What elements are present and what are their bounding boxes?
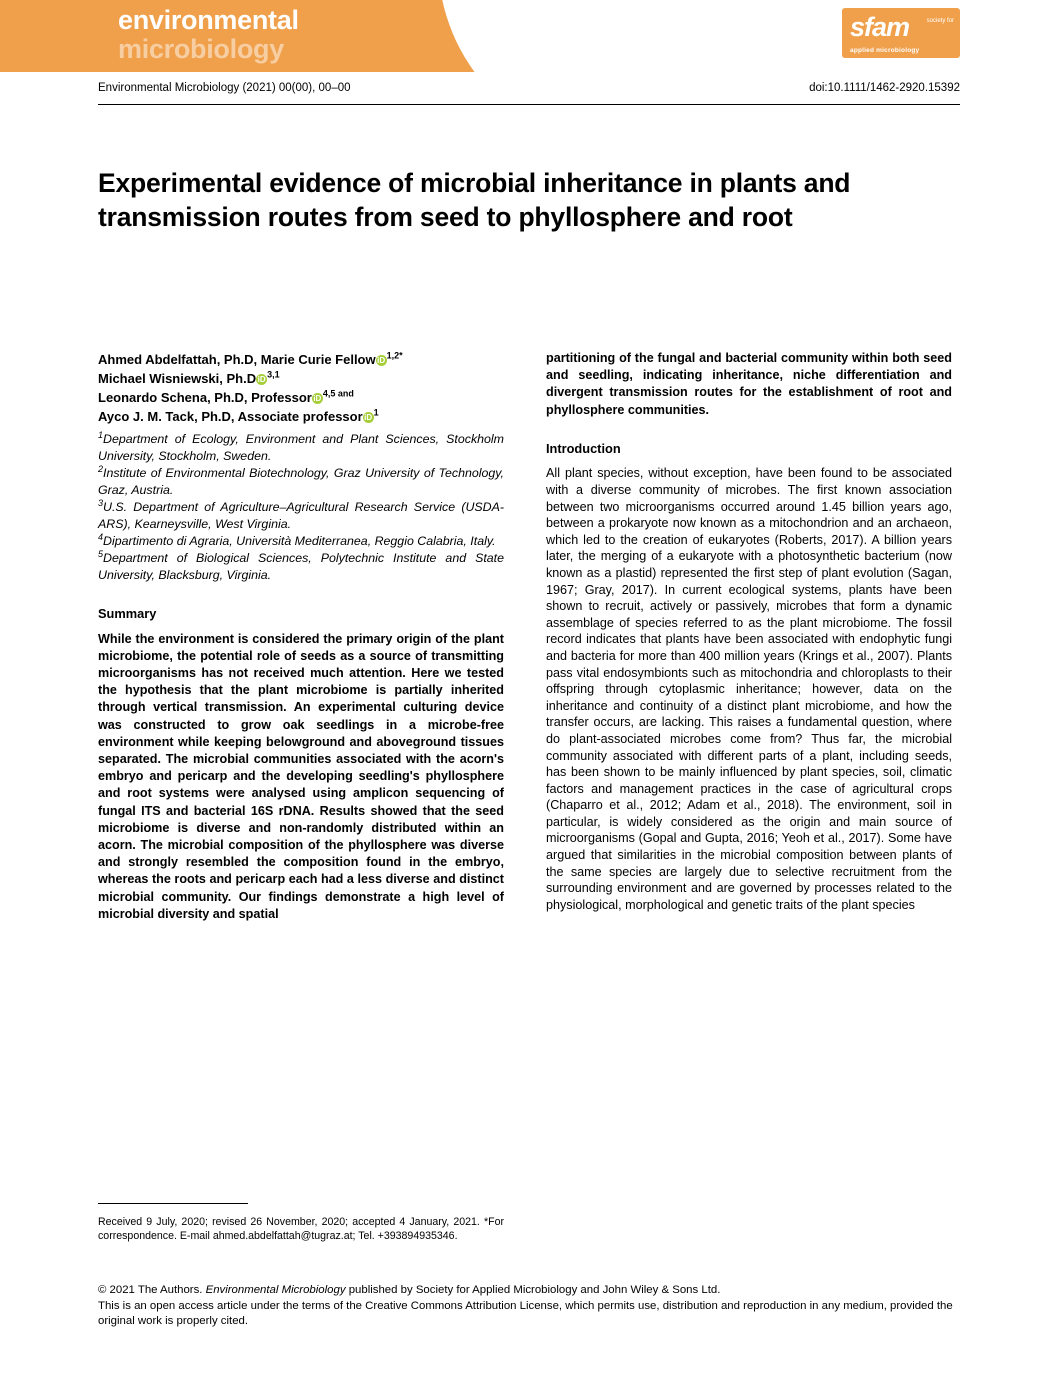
sfam-tagline-2: applied microbiology <box>850 47 920 54</box>
copyright-journal-name: Environmental Microbiology <box>205 1284 346 1296</box>
orcid-icon[interactable]: iD <box>313 394 322 403</box>
author-entry <box>98 407 504 426</box>
author-name: Ahmed Abdelfattah, Ph.D, Marie Curie Fellow <box>98 352 376 367</box>
author-affiliation-marker: 4,5 and <box>322 388 354 399</box>
orcid-icon[interactable]: iD <box>377 356 386 365</box>
author-entry <box>98 369 504 388</box>
affiliation-text: Dipartimento di Agraria, Università Mediterranea, Reggio Calabria, Italy. <box>103 534 496 548</box>
sfam-tagline-1: society for <box>926 18 954 24</box>
left-column <box>98 350 504 923</box>
author-affiliation-marker: 1,2* <box>386 350 403 361</box>
summary-text-continued: partitioning of the fungal and bacterial community within both seed and seedling, indicating inheritance, niche differentiation and divergent transmission routes for the establishment of root and phyllosphere communities. <box>546 351 952 417</box>
journal-title-line2: microbiology <box>118 34 284 64</box>
doi-link[interactable]: doi:10.1111/1462-2920.15392 <box>809 82 960 94</box>
author-entry <box>98 350 504 369</box>
orcid-icon[interactable]: iD <box>364 413 373 422</box>
copyright-line-2: This is an open access article under the terms of the Creative Commons Attribution License, which permits use, distribution and reproduction in any medium, provided the original work is properly cited. <box>98 1299 953 1328</box>
author-list <box>98 350 504 426</box>
affiliation-item <box>98 550 504 584</box>
affiliation-text: U.S. Department of Agriculture–Agricultural Research Service (USDA-ARS), Kearneysville, West Virginia. <box>98 500 504 531</box>
introduction-paragraph: All plant species, without exception, have been found to be associated with a diverse community of microbes. The first known association between two microorganisms occurred around 1.45 billion years ago, between a prokaryote now known as a mitochondrion and an archaeon, which led to the creation of eukaryotes (Roberts, 2017). A billion years later, the merging of a eukaryote with a photosynthetic bacterium (now known as a plastid) represented the first step of plant evolution (Sagan, 1967; Gray, 2017). In current ecological systems, plants have been shown to recruit, actively or passively, microbes that form a dynamic assemblage of species referred to as the plant microbiome. The fossil record indicates that plants have been associated with endophytic fungi and bacteria for more than 400 million years (Krings et al., 2007). Plants pass vital endosymbionts such as mitochondria and chloroplasts to their offspring through cytoplasmic inheritance; however, data on the inheritance and continuity of a distinct plant microbiome, and how the transfer occurs, are lacking. This raises a fundamental question, where do plant-associated microbes come from? Thus far, the microbial community associated with different parts of a plant, including seeds, has been shown to be mainly influenced by plant species, soil, climatic factors and management practices in the case of agricultural crops (Chaparro et al., 2012; Adam et al., 2018). The environment, soil in particular, is widely considered as the origin and main source of microorganisms (Gopal and Gupta, 2016; Yeoh et al., 2017). Some have argued that similarities in the microbial composition between plants of the same species are largely due to selective recruitment from the surrounding environment and are governed by processes related to the physiological, morphological and genetic traits of the plant species <box>546 466 952 912</box>
affiliation-list <box>98 431 504 584</box>
affiliation-text: Department of Biological Sciences, Polytechnic Institute and State University, Blacksburg, Virginia. <box>98 551 504 582</box>
author-name: Ayco J. M. Tack, Ph.D, Associate professor <box>98 409 363 424</box>
author-affiliation-marker: 1 <box>373 407 379 418</box>
summary-text: While the environment is considered the primary origin of the plant microbiome, the potential role of seeds as a source of transmitting microorganisms has not received much attention. Here we tested the hypothesis that the plant microbiome is partially inherited through vertical transmission. An experimental culturing device was constructed to grow oak seedlings in a microbe-free environment while keeping belowground and aboveground tissues separated. The microbial communities associated with the acorn's embryo and pericarp and the developing seedling's phyllosphere and root systems were analysed using amplicon sequencing of fungal ITS and bacterial 16S rDNA. Results showed that the seed microbiome is diverse and non-randomly distributed within an acorn. The microbial composition of the phyllosphere was diverse and strongly resembled the composition found in the embryo, whereas the roots and pericarp each had a less diverse and distinct microbial community. Our findings demonstrate a high level of microbial diversity and spatial <box>98 631 504 921</box>
orcid-icon[interactable]: iD <box>257 375 266 384</box>
copyright-line-1 <box>98 1283 960 1299</box>
affiliation-text: Department of Ecology, Environment and Plant Sciences, Stockholm University, Stockholm, Sweden. <box>98 432 504 463</box>
affiliation-marker: 3 <box>98 497 104 508</box>
affiliation-marker: 1 <box>98 429 104 440</box>
masthead <box>0 0 1058 72</box>
author-affiliation-marker: 3,1 <box>267 369 280 380</box>
affiliation-item <box>98 533 504 550</box>
masthead-curve-decoration <box>438 0 1058 72</box>
author-entry <box>98 388 504 407</box>
affiliation-item <box>98 499 504 533</box>
author-name: Leonardo Schena, Ph.D, Professor <box>98 390 312 405</box>
page-title: Experimental evidence of microbial inheritance in plants and transmission routes from seed to phyllosphere and root <box>98 167 851 232</box>
journal-title-line1: environmental <box>118 5 299 35</box>
right-column <box>546 350 952 913</box>
introduction-heading: Introduction <box>546 440 621 456</box>
summary-heading: Summary <box>98 606 157 621</box>
footnote-divider <box>98 1203 248 1204</box>
sfam-wordmark: sfam <box>850 12 910 42</box>
affiliation-marker: 5 <box>98 548 104 559</box>
affiliation-text: Institute of Environmental Biotechnology, Graz University of Technology, Graz, Austria. <box>98 466 504 497</box>
author-name: Michael Wisniewski, Ph.D <box>98 371 257 386</box>
footnote-text: Received 9 July, 2020; revised 26 November, 2020; accepted 4 January, 2021. *For correspondence. E-mail ahmed.abdelfattah@tugraz.at; Tel. +393894935346. <box>98 1216 504 1242</box>
affiliation-marker: 4 <box>98 531 104 542</box>
sfam-logo <box>842 8 960 58</box>
running-head <box>98 82 960 94</box>
copyright-suffix: published by Society for Applied Microbiology and John Wiley & Sons Ltd. <box>345 1284 721 1296</box>
header-divider <box>98 104 960 105</box>
copyright-block <box>98 1283 960 1330</box>
affiliation-marker: 2 <box>98 463 104 474</box>
journal-logo <box>118 6 299 64</box>
journal-citation: Environmental Microbiology (2021) 00(00), 00–00 <box>98 82 351 94</box>
affiliation-item <box>98 431 504 465</box>
copyright-prefix: © 2021 The Authors. <box>98 1284 206 1296</box>
affiliation-item <box>98 465 504 499</box>
